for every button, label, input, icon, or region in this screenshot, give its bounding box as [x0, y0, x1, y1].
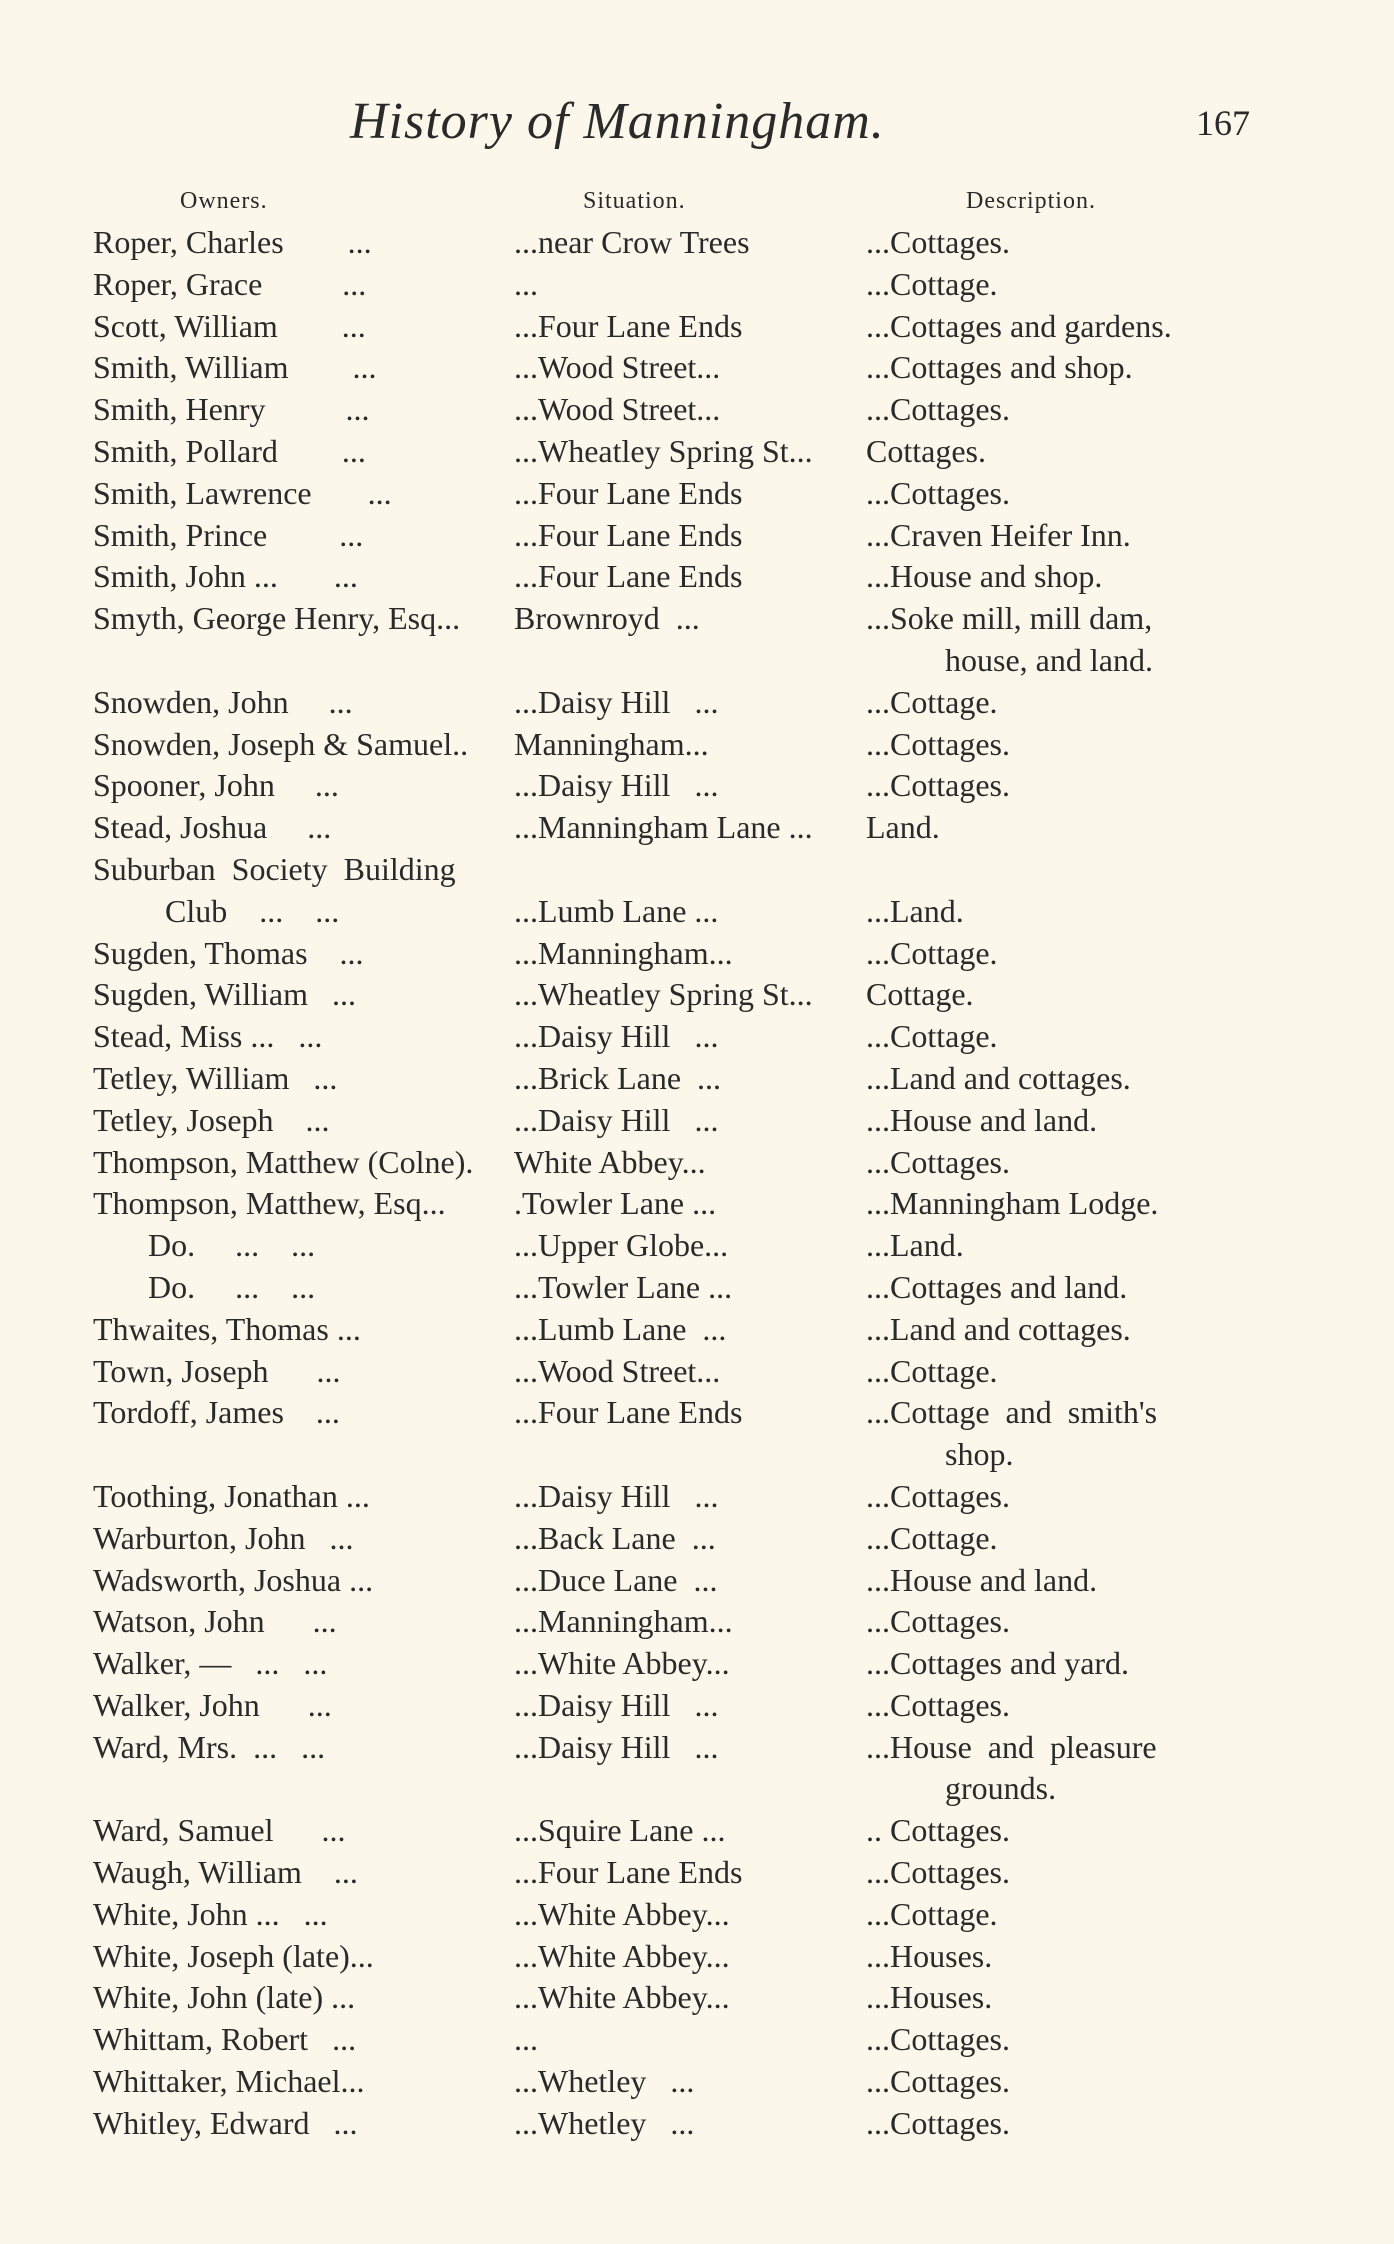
situation-cell: ...Four Lane Ends [514, 516, 743, 553]
description-cell: ...Cottages. [866, 2063, 1010, 2100]
description-cell: ...Cottages. [866, 1477, 1010, 1514]
owner-cell: Smith, Henry ... [93, 391, 370, 428]
description-cell: Cottage. [866, 976, 974, 1013]
table-row [0, 308, 1394, 350]
table-row [0, 1562, 1394, 1604]
description-cell: ...Cottage. [866, 1895, 998, 1932]
owner-cell: Scott, William ... [93, 307, 366, 344]
situation-cell: ... [514, 2021, 538, 2058]
situation-cell: Manningham... [514, 725, 709, 762]
description-cell: ...Manningham Lodge. [866, 1185, 1159, 1222]
table-row [0, 1770, 1394, 1812]
owner-cell: Spooner, John ... [93, 767, 339, 804]
situation-cell: ...Towler Lane ... [514, 1268, 733, 1305]
page-header [0, 92, 1394, 162]
owner-cell: Smith, Prince ... [93, 516, 364, 553]
owner-cell: Walker, John ... [93, 1686, 332, 1723]
owner-cell: Warburton, John ... [93, 1519, 354, 1556]
situation-cell: .Towler Lane ... [514, 1185, 717, 1222]
description-cell: ...Soke mill, mill dam, [866, 600, 1153, 637]
situation-cell: ...Brick Lane ... [514, 1059, 722, 1096]
description-cell: ...Cottage. [866, 1352, 998, 1389]
description-cell: ...Cottages. [866, 725, 1010, 762]
owner-cell: Roper, Charles ... [93, 224, 372, 260]
situation-cell: ...Daisy Hill ... [514, 1728, 719, 1765]
owners-table [0, 224, 1394, 2147]
situation-cell: ...Wood Street... [514, 349, 721, 386]
owner-cell: Smith, Pollard ... [93, 432, 366, 469]
description-cell: ...Cottages. [866, 474, 1010, 511]
owner-cell: Club ... ... [165, 892, 340, 929]
column-header-situation: Situation. [583, 188, 686, 214]
description-cell: house, and land. [945, 641, 1153, 678]
situation-cell: ...Whetley ... [514, 2104, 695, 2141]
situation-cell: ...Daisy Hill ... [514, 1686, 719, 1723]
table-row [0, 976, 1394, 1018]
owner-cell: Wadsworth, Joshua ... [93, 1561, 374, 1598]
table-row [0, 684, 1394, 726]
table-row [0, 266, 1394, 308]
description-cell: ...House and land. [866, 1561, 1098, 1598]
owner-cell: Roper, Grace ... [93, 265, 367, 302]
description-cell: ...Cottages. [866, 391, 1010, 428]
owner-cell: Smith, John ... ... [93, 558, 358, 595]
situation-cell: ...near Crow Trees [514, 224, 750, 260]
table-row [0, 558, 1394, 600]
situation-cell: ...Manningham... [514, 1603, 733, 1640]
table-row [0, 642, 1394, 684]
situation-cell: ...Daisy Hill ... [514, 1101, 719, 1138]
situation-cell: ...White Abbey... [514, 1979, 730, 2016]
description-cell: ...House and land. [866, 1101, 1098, 1138]
situation-cell: ...Four Lane Ends [514, 474, 743, 511]
table-row [0, 1353, 1394, 1395]
owner-cell: Do. ... ... [148, 1268, 316, 1305]
table-row [0, 600, 1394, 642]
owner-cell: Town, Joseph ... [93, 1352, 341, 1389]
description-cell: ...Cottages and shop. [866, 349, 1133, 386]
table-row [0, 1896, 1394, 1938]
owner-cell: Whitley, Edward ... [93, 2104, 358, 2141]
description-cell: ...Cottages. [866, 224, 1010, 260]
owner-cell: White, John ... ... [93, 1895, 328, 1932]
table-row [0, 935, 1394, 977]
table-row [0, 1854, 1394, 1896]
description-cell: ...Land. [866, 892, 964, 929]
description-cell: ...Cottage. [866, 683, 998, 720]
situation-cell: ...Daisy Hill ... [514, 1018, 719, 1055]
table-row [0, 1227, 1394, 1269]
table-row [0, 726, 1394, 768]
description-cell: ...Houses. [866, 1979, 993, 2016]
situation-cell: ...Manningham... [514, 934, 733, 971]
description-cell: ...Cottages. [866, 1854, 1010, 1891]
table-row [0, 1812, 1394, 1854]
situation-cell: ...Lumb Lane ... [514, 1310, 727, 1347]
situation-cell: ...Four Lane Ends [514, 1854, 743, 1891]
table-row [0, 349, 1394, 391]
description-cell: ...Cottages and gardens. [866, 307, 1172, 344]
situation-cell: ...Four Lane Ends [514, 558, 743, 595]
owner-cell: Thompson, Matthew (Colne). [93, 1143, 474, 1180]
owner-cell: Tetley, William ... [93, 1059, 338, 1096]
owner-cell: Tetley, Joseph ... [93, 1101, 330, 1138]
situation-cell: ...Upper Globe... [514, 1227, 729, 1264]
description-cell: ...Cottage. [866, 1018, 998, 1055]
table-row [0, 391, 1394, 433]
column-headers [0, 188, 1394, 222]
table-row [0, 809, 1394, 851]
owner-cell: White, John (late) ... [93, 1979, 356, 2016]
description-cell: .. Cottages. [866, 1812, 1010, 1849]
table-row [0, 1520, 1394, 1562]
description-cell: ...Cottage and smith's [866, 1394, 1158, 1431]
owner-cell: Smith, Lawrence ... [93, 474, 392, 511]
situation-cell: ...Wood Street... [514, 391, 721, 428]
description-cell: ...Cottage. [866, 1519, 998, 1556]
table-row [0, 517, 1394, 559]
situation-cell: ...Four Lane Ends [514, 307, 743, 344]
owner-cell: Thompson, Matthew, Esq... [93, 1185, 446, 1222]
situation-cell: ...Four Lane Ends [514, 1394, 743, 1431]
table-row [0, 1311, 1394, 1353]
table-row [0, 1394, 1394, 1436]
description-cell: ...Cottages. [866, 767, 1010, 804]
description-cell: ...Land. [866, 1227, 964, 1264]
description-cell: Land. [866, 809, 940, 846]
table-row [0, 767, 1394, 809]
description-cell: ...Cottage. [866, 265, 998, 302]
table-row [0, 1018, 1394, 1060]
owner-cell: Whittam, Robert ... [93, 2021, 357, 2058]
table-row [0, 1645, 1394, 1687]
situation-cell: ...Wood Street... [514, 1352, 721, 1389]
page-number: 167 [1196, 103, 1250, 143]
table-row [0, 2063, 1394, 2105]
owner-cell: Watson, John ... [93, 1603, 337, 1640]
description-cell: ...Land and cottages. [866, 1059, 1131, 1096]
owner-cell: Smith, William ... [93, 349, 377, 386]
description-cell: ...Cottage. [866, 934, 998, 971]
situation-cell: ...Daisy Hill ... [514, 1477, 719, 1514]
description-cell: grounds. [945, 1770, 1057, 1807]
column-header-owners: Owners. [180, 188, 268, 214]
description-cell: ...Cottages and land. [866, 1268, 1128, 1305]
table-row [0, 1729, 1394, 1771]
table-row [0, 2105, 1394, 2147]
description-cell: ...Land and cottages. [866, 1310, 1131, 1347]
description-cell: ...Cottages. [866, 1143, 1010, 1180]
situation-cell: ...Whetley ... [514, 2063, 695, 2100]
table-row [0, 1144, 1394, 1186]
situation-cell: ...White Abbey... [514, 1895, 730, 1932]
owner-cell: Snowden, Joseph & Samuel.. [93, 725, 469, 762]
owner-cell: Sugden, Thomas ... [93, 934, 364, 971]
owner-cell: Sugden, William ... [93, 976, 356, 1013]
owner-cell: Walker, — ... ... [93, 1645, 328, 1682]
situation-cell: ...Lumb Lane ... [514, 892, 719, 929]
page-title: History of Manningham. [350, 93, 885, 150]
owner-cell: Ward, Mrs. ... ... [93, 1728, 326, 1765]
description-cell: ...Cottages. [866, 1603, 1010, 1640]
situation-cell: ...Wheatley Spring St... [514, 976, 813, 1013]
owner-cell: Snowden, John ... [93, 683, 353, 720]
owner-cell: Do. ... ... [148, 1227, 316, 1264]
description-cell: ...Cottages. [866, 2021, 1010, 2058]
description-cell: ...Houses. [866, 1937, 993, 1974]
situation-cell: ... [514, 265, 538, 302]
table-row [0, 433, 1394, 475]
table-row [0, 1060, 1394, 1102]
table-row [0, 2021, 1394, 2063]
owner-cell: Ward, Samuel ... [93, 1812, 346, 1849]
description-cell: Cottages. [866, 432, 986, 469]
description-cell: ...Cottages. [866, 1686, 1010, 1723]
table-row [0, 851, 1394, 893]
description-cell: shop. [945, 1436, 1014, 1473]
situation-cell: ...Wheatley Spring St... [514, 432, 813, 469]
table-row [0, 1269, 1394, 1311]
table-row [0, 893, 1394, 935]
situation-cell: ...Back Lane ... [514, 1519, 716, 1556]
owner-cell: Tordoff, James ... [93, 1394, 340, 1431]
situation-cell: ...White Abbey... [514, 1645, 730, 1682]
table-row [0, 1603, 1394, 1645]
situation-cell: ...Daisy Hill ... [514, 767, 719, 804]
owner-cell: Smyth, George Henry, Esq... [93, 600, 461, 637]
situation-cell: Brownroyd ... [514, 600, 700, 637]
table-row [0, 1687, 1394, 1729]
owner-cell: Toothing, Jonathan ... [93, 1477, 370, 1514]
situation-cell: ...Manningham Lane ... [514, 809, 813, 846]
table-row [0, 1478, 1394, 1520]
column-header-description: Description. [966, 188, 1096, 214]
description-cell: ...House and shop. [866, 558, 1103, 595]
owner-cell: Thwaites, Thomas ... [93, 1310, 361, 1347]
table-row [0, 224, 1394, 266]
situation-cell: ...White Abbey... [514, 1937, 730, 1974]
owner-cell: Stead, Miss ... ... [93, 1018, 323, 1055]
owner-cell: Waugh, William ... [93, 1854, 358, 1891]
table-row [0, 1185, 1394, 1227]
table-row [0, 475, 1394, 517]
owner-cell: Suburban Society Building [93, 850, 456, 887]
situation-cell: ...Daisy Hill ... [514, 683, 719, 720]
table-row [0, 1938, 1394, 1980]
description-cell: ...Craven Heifer Inn. [866, 516, 1131, 553]
description-cell: ...Cottages. [866, 2104, 1010, 2141]
owner-cell: Whittaker, Michael... [93, 2063, 365, 2100]
description-cell: ...Cottages and yard. [866, 1645, 1130, 1682]
owner-cell: White, Joseph (late)... [93, 1937, 374, 1974]
situation-cell: White Abbey... [514, 1143, 706, 1180]
table-row [0, 1102, 1394, 1144]
owner-cell: Stead, Joshua ... [93, 809, 332, 846]
table-row [0, 1979, 1394, 2021]
description-cell: ...House and pleasure [866, 1728, 1157, 1765]
table-row [0, 1436, 1394, 1478]
situation-cell: ...Duce Lane ... [514, 1561, 718, 1598]
situation-cell: ...Squire Lane ... [514, 1812, 726, 1849]
